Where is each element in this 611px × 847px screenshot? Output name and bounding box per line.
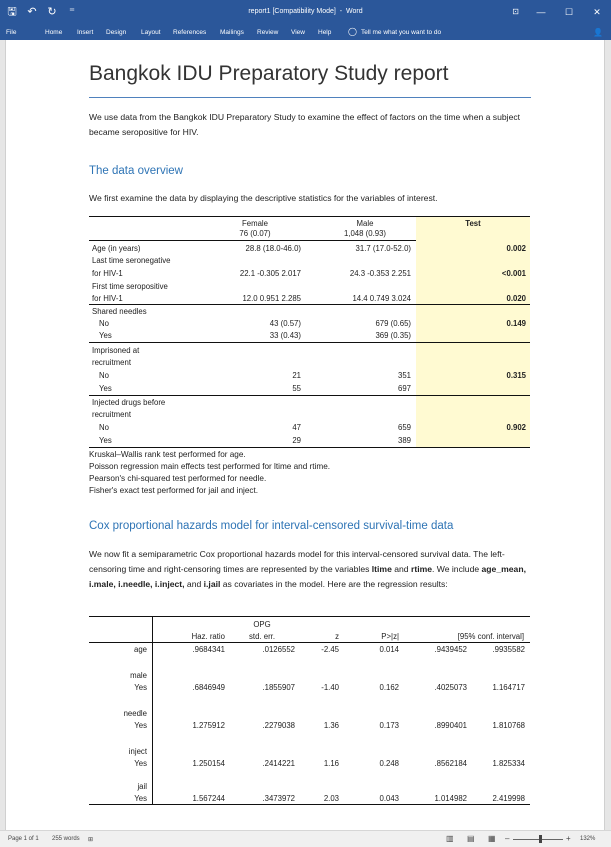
row-ltime-female: 22.1 -0.305 2.017 bbox=[239, 269, 301, 278]
row-inject-test: 0.902 bbox=[506, 423, 526, 432]
web-layout-icon[interactable]: ▦ bbox=[488, 834, 496, 843]
row-jail-no: No bbox=[99, 371, 109, 380]
col-z: z bbox=[335, 632, 339, 641]
rule-after-rtime bbox=[89, 304, 530, 305]
row-age-male: 31.7 (17.0-52.0) bbox=[355, 244, 411, 253]
row-ltime-label1: Last time seronegative bbox=[92, 256, 171, 265]
ribbon-display-options-icon[interactable]: ⊡ bbox=[512, 7, 519, 16]
col-test: Test bbox=[465, 219, 481, 228]
vertical-scrollbar[interactable] bbox=[605, 40, 611, 830]
row-male-label: male bbox=[130, 671, 147, 680]
row-jail-ci-high: 2.419998 bbox=[492, 794, 525, 803]
tab-home[interactable]: Home bbox=[45, 29, 63, 36]
row-inject-label2: recruitment bbox=[92, 410, 131, 419]
print-layout-icon[interactable]: ▤ bbox=[467, 834, 475, 843]
row-inject-female-no: 47 bbox=[292, 423, 301, 432]
intro-paragraph: We use data from the Bangkok IDU Preparatory Study to examine the effect of factors on the time when a subject became seropositive for HIV. bbox=[89, 112, 521, 137]
col-conf-interval: [95% conf. interval] bbox=[457, 632, 524, 641]
status-bar bbox=[0, 830, 611, 847]
undo-icon[interactable]: ↶ bbox=[27, 6, 37, 18]
row-needle-male-yes: 369 (0.35) bbox=[375, 331, 411, 340]
ribbon-tabs bbox=[0, 26, 611, 40]
row-rtime-label1: First time seropositive bbox=[92, 282, 168, 291]
zoom-out-button[interactable]: – bbox=[505, 834, 510, 843]
row-rtime-female: 12.0 0.951 2.285 bbox=[242, 294, 301, 303]
tab-design[interactable]: Design bbox=[106, 29, 127, 36]
row-needle-no: No bbox=[99, 319, 109, 328]
row-jail-test: 0.315 bbox=[506, 371, 526, 380]
word-count[interactable]: 255 words bbox=[52, 836, 80, 842]
row-inject-male-no: 659 bbox=[397, 423, 411, 432]
row-inject-no: No bbox=[99, 423, 109, 432]
table-top-rule bbox=[89, 216, 530, 217]
row-age-ci-low: .9439452 bbox=[434, 645, 467, 654]
row-inject-ci-high: 1.825334 bbox=[492, 759, 525, 768]
row-ltime-test: <0.001 bbox=[501, 269, 526, 278]
window-title: report1 [Compatibility Mode] - Word bbox=[248, 8, 363, 15]
tab-references[interactable]: References bbox=[173, 29, 207, 36]
row-inject-male-yes: 389 bbox=[397, 436, 411, 445]
row-needle-female-no: 43 (0.57) bbox=[269, 319, 301, 328]
row-needle-test: 0.149 bbox=[506, 319, 526, 328]
tell-me-search[interactable] bbox=[348, 28, 441, 36]
row-needle-hr: 1.275912 bbox=[192, 721, 225, 730]
row-age-hr: .9684341 bbox=[192, 645, 225, 654]
row-age-p: 0.014 bbox=[379, 645, 399, 654]
row-needle-yes: Yes bbox=[99, 331, 112, 340]
row-age-test: 0.002 bbox=[506, 244, 526, 253]
row-age-ci-high: .9935582 bbox=[492, 645, 525, 654]
row-inject-z: 1.16 bbox=[323, 759, 339, 768]
row-male-hr: .6846949 bbox=[192, 683, 225, 692]
col-haz-ratio: Haz. ratio bbox=[191, 632, 225, 641]
row-inject-female-yes: 29 bbox=[292, 436, 301, 445]
zoom-slider-thumb[interactable] bbox=[539, 835, 542, 843]
row-needle-label: needle bbox=[123, 709, 147, 718]
tab-insert[interactable]: Insert bbox=[77, 29, 94, 36]
col-female: Female bbox=[242, 219, 268, 228]
col-male: Male bbox=[356, 219, 374, 228]
section2-paragraph: We now fit a semiparametric Cox proportional hazards model for this interval-censored survival data. The left-censoring time and right-censoring times are represented by the variables ltime and rtime. We include age_mean, i.male, i.needle, i.inject, and i.jail as covariates in the model. Here are the regression results: bbox=[89, 549, 526, 589]
tell-me-text: Tell me what you want to do bbox=[360, 28, 442, 36]
tab-review[interactable]: Review bbox=[257, 29, 279, 36]
row-jail-label1: Imprisoned at bbox=[92, 346, 140, 355]
document-canvas bbox=[0, 40, 611, 830]
row-male-ci-high: 1.164717 bbox=[492, 683, 525, 692]
rule-after-needle bbox=[89, 342, 530, 343]
row-male-p: 0.162 bbox=[379, 683, 399, 692]
table2-top-rule bbox=[89, 616, 530, 617]
note-line: Kruskal–Wallis rank test performed for age. bbox=[89, 450, 246, 459]
tab-layout[interactable]: Layout bbox=[141, 29, 161, 36]
row-ltime-label2: for HIV-1 bbox=[92, 269, 123, 278]
lightbulb-icon: ◯ bbox=[348, 27, 357, 36]
app-name: Word bbox=[346, 8, 363, 15]
section-heading-cox-model: Cox proportional hazards model for interval-censored survival-time data bbox=[89, 520, 454, 532]
row-jail-ci-low: 1.014982 bbox=[434, 794, 467, 803]
note-line: Fisher's exact test performed for jail and inject. bbox=[89, 486, 259, 495]
row-jail-hr: 1.567244 bbox=[192, 794, 225, 803]
document-name: report1 [Compatibility Mode] bbox=[248, 8, 336, 15]
tab-help[interactable]: Help bbox=[318, 29, 332, 36]
zoom-in-button[interactable]: + bbox=[566, 834, 571, 843]
row-jail-yes: Yes bbox=[99, 384, 112, 393]
col-opg: OPG bbox=[253, 620, 271, 629]
close-button[interactable]: ✕ bbox=[593, 7, 601, 17]
col-p: P>|z| bbox=[381, 632, 399, 641]
row-needle-female-yes: 33 (0.43) bbox=[269, 331, 301, 340]
row-jail-p: 0.043 bbox=[379, 794, 399, 803]
col-std-err: std. err. bbox=[249, 632, 275, 641]
row-inject-sub: Yes bbox=[134, 759, 147, 768]
table2-divider bbox=[152, 616, 153, 804]
row-jail-sub: Yes bbox=[134, 794, 147, 803]
header-rule bbox=[89, 240, 416, 241]
row-age-label: age bbox=[133, 645, 147, 654]
row-rtime-test: 0.020 bbox=[506, 294, 526, 303]
save-icon[interactable]: 🖫 bbox=[7, 6, 17, 18]
row-rtime-label2: for HIV-1 bbox=[92, 294, 123, 303]
row-inject-label1: Injected drugs before bbox=[92, 398, 166, 407]
title-underline bbox=[89, 97, 531, 98]
row-jail-female-no: 21 bbox=[292, 371, 301, 380]
row-jail-se: .3473972 bbox=[262, 794, 295, 803]
table-notes bbox=[89, 449, 330, 497]
minimize-button[interactable]: — bbox=[536, 7, 546, 17]
descriptive-stats-table bbox=[89, 216, 530, 447]
note-line: Pearson's chi-squared test performed for needle. bbox=[89, 474, 267, 483]
document-page[interactable] bbox=[5, 40, 605, 830]
row-needle-label: Shared needles bbox=[92, 307, 147, 316]
section1-paragraph: We first examine the data by displaying the descriptive statistics for the variables of interest. bbox=[89, 193, 438, 203]
row-jail-label2: recruitment bbox=[92, 358, 131, 367]
table-bottom-rule bbox=[89, 447, 530, 448]
window-controls bbox=[527, 0, 611, 26]
proofing-icon[interactable]: ⊞ bbox=[88, 837, 94, 843]
regression-results-table bbox=[89, 616, 530, 804]
read-mode-icon[interactable]: ▥ bbox=[446, 834, 454, 843]
rule-after-jail bbox=[89, 395, 530, 396]
tab-view[interactable]: View bbox=[291, 29, 305, 36]
row-ltime-male: 24.3 -0.353 2.251 bbox=[349, 269, 411, 278]
redo-icon[interactable]: ↻ bbox=[47, 6, 57, 18]
row-male-z: -1.40 bbox=[321, 683, 339, 692]
customize-qat-icon[interactable]: ⁼ bbox=[69, 6, 75, 18]
row-needle-ci-low: .8990401 bbox=[434, 721, 467, 730]
row-jail-female-yes: 55 bbox=[292, 384, 301, 393]
page-count[interactable]: Page 1 of 1 bbox=[8, 836, 39, 842]
tab-mailings[interactable]: Mailings bbox=[220, 29, 244, 36]
row-needle-p: 0.173 bbox=[379, 721, 399, 730]
col-female-n: 76 (0.07) bbox=[239, 229, 271, 238]
row-inject-ci-low: .8562184 bbox=[434, 759, 467, 768]
row-age-label: Age (in years) bbox=[92, 244, 141, 253]
note-line: Poisson regression main effects test performed for ltime and rtime. bbox=[89, 462, 331, 471]
row-inject-label: inject bbox=[128, 747, 147, 756]
row-inject-p: 0.248 bbox=[379, 759, 399, 768]
title-bar bbox=[0, 0, 611, 26]
row-needle-ci-high: 1.810768 bbox=[492, 721, 525, 730]
share-icon[interactable]: 👤 bbox=[593, 28, 603, 37]
zoom-slider-track[interactable] bbox=[513, 839, 563, 840]
section-heading-data-overview: The data overview bbox=[89, 165, 183, 177]
row-inject-hr: 1.250154 bbox=[192, 759, 225, 768]
row-needle-male-no: 679 (0.65) bbox=[375, 319, 411, 328]
zoom-level[interactable]: 132% bbox=[580, 836, 596, 842]
col-male-n: 1,048 (0.93) bbox=[343, 229, 387, 238]
row-age-female: 28.8 (18.0-46.0) bbox=[245, 244, 301, 253]
row-rtime-male: 14.4 0.749 3.024 bbox=[352, 294, 411, 303]
row-inject-se: .2414221 bbox=[262, 759, 295, 768]
row-jail-male-no: 351 bbox=[397, 371, 411, 380]
row-male-se: .1855907 bbox=[262, 683, 295, 692]
table2-bottom-rule bbox=[89, 804, 530, 805]
maximize-button[interactable]: ☐ bbox=[564, 7, 574, 17]
row-inject-yes: Yes bbox=[99, 436, 112, 445]
row-age-se: .0126552 bbox=[262, 645, 295, 654]
row-jail-z: 2.03 bbox=[323, 794, 339, 803]
document-title: Bangkok IDU Preparatory Study report bbox=[89, 62, 449, 85]
row-needle-z: 1.36 bbox=[323, 721, 339, 730]
row-jail-male-yes: 697 bbox=[397, 384, 411, 393]
table2-header-rule bbox=[89, 642, 530, 643]
row-male-ci-low: .4025073 bbox=[434, 683, 467, 692]
row-needle-se: .2279038 bbox=[262, 721, 295, 730]
row-jail-label: jail bbox=[137, 782, 147, 791]
row-male-sub: Yes bbox=[134, 683, 147, 692]
tab-file[interactable]: File bbox=[6, 29, 17, 36]
row-needle-sub: Yes bbox=[134, 721, 147, 730]
row-age-z: -2.45 bbox=[321, 645, 339, 654]
